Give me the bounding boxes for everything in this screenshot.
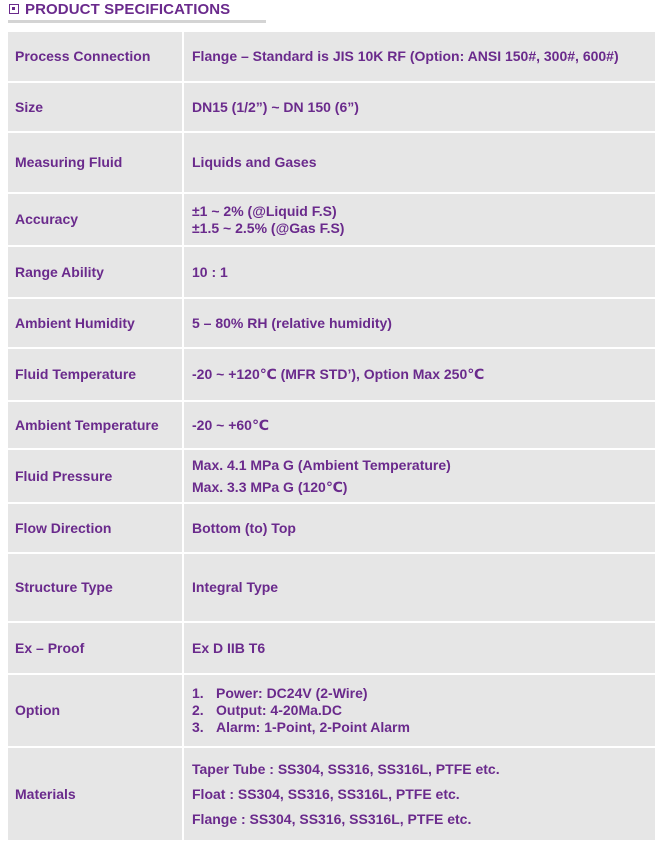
- option-item: 1. Power: DC24V (2-Wire): [192, 685, 368, 701]
- spec-value: Integral Type: [183, 553, 655, 622]
- spec-row-accuracy: [8, 193, 655, 246]
- spec-row-measuring-fluid: [8, 132, 655, 193]
- spec-label: Structure Type: [8, 553, 183, 622]
- spec-value: Liquids and Gases: [183, 132, 655, 193]
- spec-value: -20 ~ +120℃ (MFR STD’), Option Max 250℃: [183, 348, 655, 401]
- spec-value: Ex D IIB T6: [183, 622, 655, 674]
- spec-value: DN15 (1/2”) ~ DN 150 (6”): [183, 82, 655, 132]
- spec-row-fluid-pressure: [8, 449, 655, 503]
- spec-row-ambient-humidity: [8, 298, 655, 348]
- spec-label: Ex – Proof: [8, 622, 183, 674]
- materials-line: Flange : SS304, SS316, SS316L, PTFE etc.: [192, 810, 472, 827]
- spec-label: Materials: [8, 747, 183, 841]
- fluid-pressure-line: Max. 4.1 MPa G (Ambient Temperature): [192, 457, 451, 473]
- spec-label: Measuring Fluid: [8, 132, 183, 193]
- section-title: PRODUCT SPECIFICATIONS: [25, 0, 231, 18]
- spec-row-fluid-temperature: [8, 348, 655, 401]
- spec-label: Fluid Temperature: [8, 348, 183, 401]
- spec-value: [183, 449, 655, 503]
- spec-value: Flange – Standard is JIS 10K RF (Option: ANSI 150#, 300#, 600#): [183, 31, 655, 82]
- spec-row-process-connection: [8, 31, 655, 82]
- option-item: 3. Alarm: 1-Point, 2-Point Alarm: [192, 719, 410, 735]
- spec-row-ambient-temperature: [8, 401, 655, 449]
- spec-value: Bottom (to) Top: [183, 503, 655, 553]
- spec-label: Flow Direction: [8, 503, 183, 553]
- spec-row-flow-direction: [8, 503, 655, 553]
- materials-line: Float : SS304, SS316, SS316L, PTFE etc.: [192, 785, 460, 802]
- spec-value: 5 – 80% RH (relative humidity): [183, 298, 655, 348]
- spec-value: [183, 747, 655, 841]
- spec-label: Size: [8, 82, 183, 132]
- spec-row-ex-proof: [8, 622, 655, 674]
- spec-row-option: [8, 674, 655, 747]
- spec-value: 10 : 1: [183, 246, 655, 298]
- spec-label: Accuracy: [8, 193, 183, 246]
- spec-row-structure-type: [8, 553, 655, 622]
- square-bullet-icon: [9, 4, 19, 14]
- spec-label: Process Connection: [8, 31, 183, 82]
- spec-value: [183, 193, 655, 246]
- specifications-table: [8, 30, 655, 842]
- fluid-pressure-line: Max. 3.3 MPa G (120℃): [192, 479, 348, 495]
- spec-label: Ambient Temperature: [8, 401, 183, 449]
- spec-row-materials: [8, 747, 655, 841]
- heading-underline: [8, 20, 266, 23]
- accuracy-line: ±1 ~ 2% (@Liquid F.S): [192, 202, 337, 219]
- spec-label: Ambient Humidity: [8, 298, 183, 348]
- spec-label: Range Ability: [8, 246, 183, 298]
- materials-line: Taper Tube : SS304, SS316, SS316L, PTFE etc.: [192, 760, 500, 777]
- section-heading: [9, 0, 230, 18]
- option-item: 2. Output: 4-20Ma.DC: [192, 702, 342, 718]
- accuracy-line: ±1.5 ~ 2.5% (@Gas F.S): [192, 219, 345, 236]
- spec-label: Fluid Pressure: [8, 449, 183, 503]
- spec-row-size: [8, 82, 655, 132]
- spec-label: Option: [8, 674, 183, 747]
- spec-value: -20 ~ +60℃: [183, 401, 655, 449]
- spec-row-range-ability: [8, 246, 655, 298]
- spec-value: [183, 674, 655, 747]
